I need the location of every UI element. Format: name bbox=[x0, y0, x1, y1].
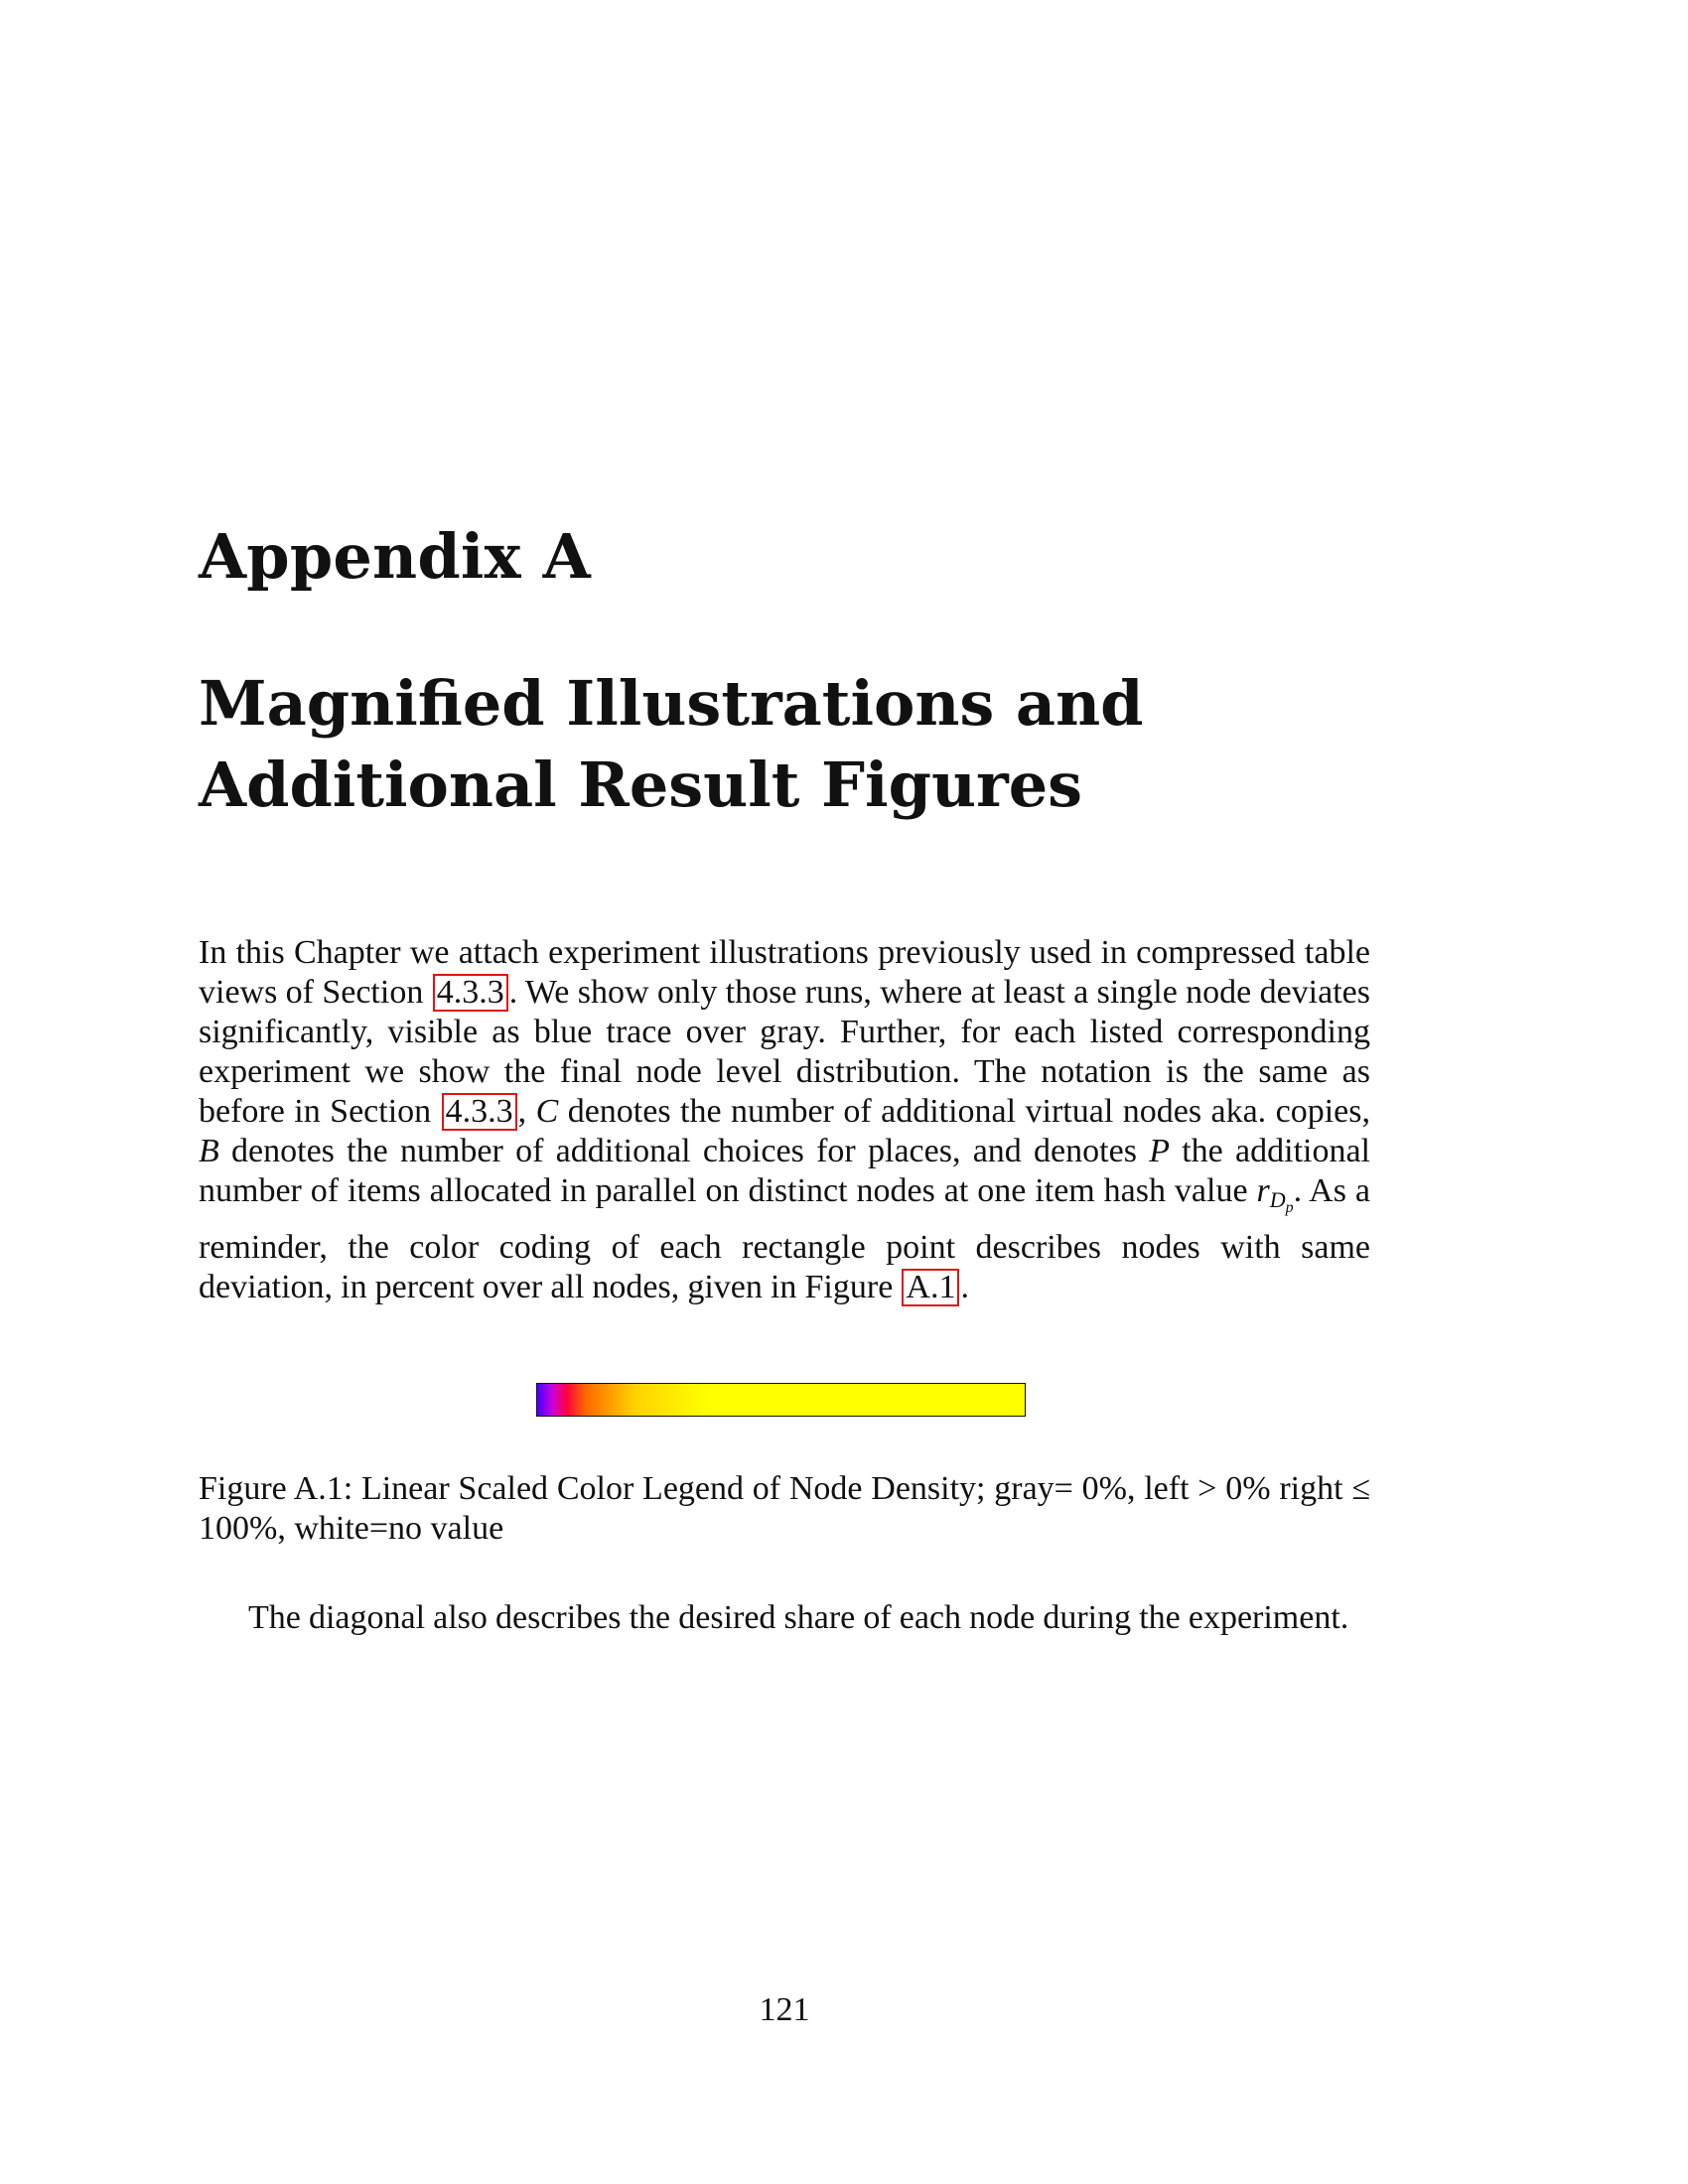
figure-caption: Figure A.1: Linear Scaled Color Legend of Node Density; gray= 0%, left > 0% right ≤ 100%, white=no value bbox=[199, 1470, 1370, 1547]
intro-text-3: , bbox=[517, 1093, 536, 1130]
diagonal-paragraph: The diagonal also describes the desired share of each node during the experiment. bbox=[248, 1599, 1349, 1636]
symbol-c: C bbox=[535, 1093, 559, 1130]
symbol-d: D bbox=[1269, 1187, 1286, 1212]
intro-text-7: . As a reminder, the color coding of each rectangle point describes nodes with same deviation, in percent over all nodes, given in Figure bbox=[199, 1172, 1371, 1305]
chapter-title bbox=[199, 663, 1390, 826]
symbol-p: P bbox=[1149, 1133, 1170, 1169]
intro-text-5: denotes the number of additional choices for places, and denotes bbox=[218, 1133, 1150, 1169]
section-ref-link[interactable]: 4.3.3 bbox=[433, 974, 508, 1012]
symbol-b: B bbox=[199, 1133, 219, 1169]
symbol-p-subscript: p bbox=[1285, 1199, 1294, 1216]
intro-text-8: . bbox=[960, 1269, 969, 1305]
chapter-title-line-1: Magnified Illustrations and bbox=[199, 667, 1144, 740]
intro-paragraph bbox=[199, 933, 1370, 1307]
intro-text-4: denotes the number of additional virtual nodes aka. copies, bbox=[558, 1093, 1370, 1130]
page-number: 121 bbox=[759, 1991, 810, 2028]
intro-text-2: . We show only those runs, where at least a single node deviates significantly, visible as blue trace over gray. Further, for each listed corresponding experiment we show the final node level distribution. The notation is the same as before in Section bbox=[199, 974, 1370, 1130]
symbol-r-subscript bbox=[1269, 1187, 1294, 1216]
symbol-r: r bbox=[1256, 1172, 1270, 1209]
intro-text-6: the additional number of items allocated in parallel on distinct nodes at one item hash value bbox=[199, 1133, 1370, 1209]
intro-text-1: In this Chapter we attach experiment illustrations previously used in compressed table views of Section bbox=[199, 934, 1370, 1011]
chapter-title-line-2: Additional Result Figures bbox=[199, 749, 1083, 821]
color-legend-bar bbox=[536, 1383, 1026, 1417]
appendix-label: Appendix A bbox=[199, 520, 591, 593]
figure-ref-link[interactable]: A.1 bbox=[902, 1269, 959, 1306]
section-ref-link[interactable]: 4.3.3 bbox=[442, 1093, 517, 1131]
